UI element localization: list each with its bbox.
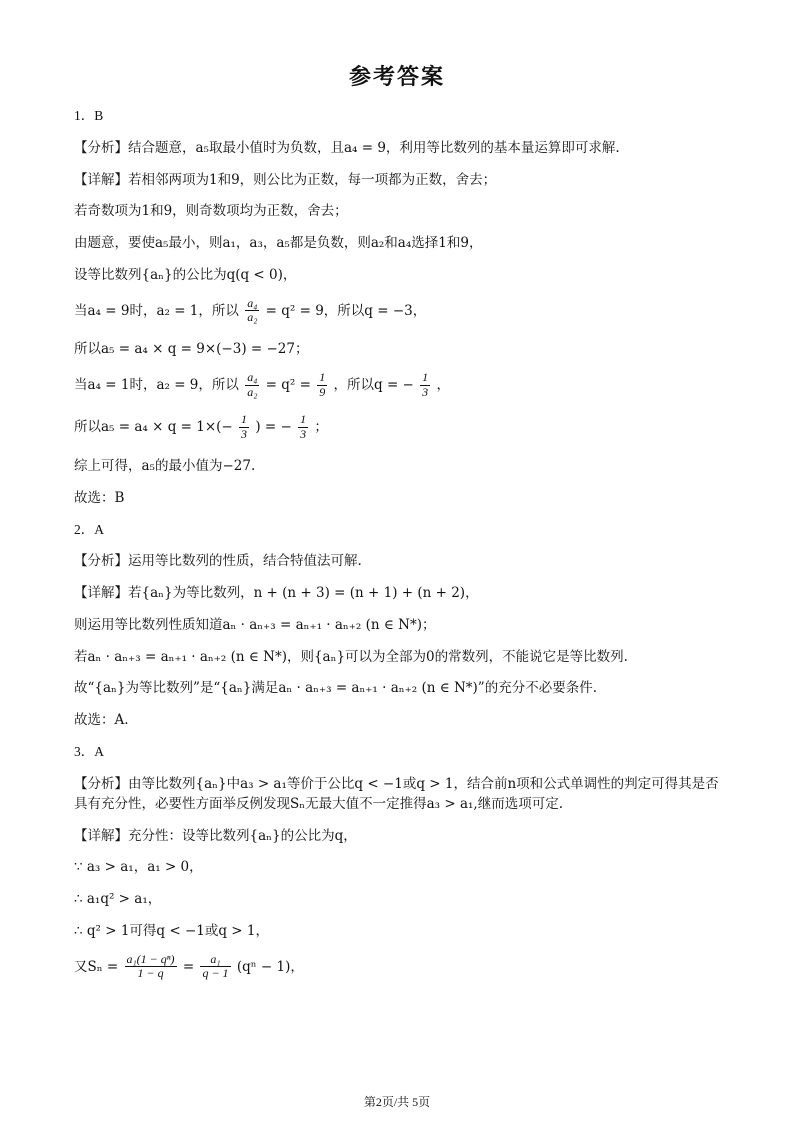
q1-line7-a: 当a₄ = 1时，a₂ = 9，所以 [74,376,239,393]
frac-numerator: 1 [241,412,248,427]
q1-line5-b: = q² = 9，所以q = −3， [265,302,427,319]
q3-line5-a: 又Sₙ = [74,958,119,975]
q2-line4: 故“{aₙ}为等比数列”是“{aₙ}满足aₙ · aₙ₊₃ = aₙ₊₁ · aₙ₊₂ (n ∈ N*)”的充分不必要条件. [74,680,597,697]
q1-detail [74,170,724,190]
q3-analysis-text: 由等比数列{aₙ}中a₃ > a₁等价于公比q < −1或q > 1，结合前n项和公式单调性的判定可得其是否具有充分性，必要性方面举反例发现Sₙ无最大值不一定推得a₃ > a₁,继而选项可定. [74,775,719,812]
frac-denominator: 3 [241,427,248,442]
q1-fraction-a4-a2-b [245,371,259,400]
q1-line5-a: 当a₄ = 9时，a₂ = 1，所以 [74,302,239,319]
q3-line4: ∴ q² > 1可得q < −1或q > 1， [74,922,269,939]
frac-numerator: a₄ [247,295,258,310]
q1-analysis [74,138,724,158]
frac-numerator: a₁ [200,953,230,968]
q1-fraction-a4-a2 [245,297,259,326]
q2-detail-text: 若{aₙ}为等比数列，n + (n + 3) = (n + 1) + (n + 2)， [128,585,479,602]
q3-fraction-a1-over-q-minus-1 [200,953,230,982]
q1-fraction-one-third-b [239,413,249,442]
frac-denominator: 1 − q [137,966,164,981]
q1-line5 [74,297,724,326]
q2-analysis-text: 运用等比数列的性质，结合特值法可解. [128,553,362,570]
q2-line3: 若aₙ · aₙ₊₃ = aₙ₊₁ · aₙ₊₂ (n ∈ N*)，则{aₙ}可以为全部为0的常数列，不能说它是等比数列. [74,648,628,665]
frac-numerator: a₁(1 − qⁿ) [126,951,175,966]
q1-analysis-tag: 【分析】 [74,139,128,156]
answer-content [74,106,724,995]
q3-line3: ∴ a₁q² > a₁， [74,891,162,908]
q3-detail [74,826,724,846]
q1-line8-c: ； [314,419,328,436]
q1-detail-tag: 【详解】 [74,171,128,188]
q1-line4: 设等比数列{aₙ}的公比为q(q < 0)， [74,266,297,283]
q2-analysis-tag: 【分析】 [74,553,128,570]
frac-denominator: a₂ [247,310,258,325]
q1-line7-b: = q² = [265,376,311,393]
q1-line8-b: ) = − [255,419,292,436]
page-title: 参考答案 [348,65,445,90]
q1-fraction-one-ninth [317,371,327,400]
q1-choice: 故选：B [74,489,125,506]
q1-line3: 由题意，要使a₅最小，则a₁，a₃，a₅都是负数，则a₂和a₄选择1和9， [74,235,483,251]
q1-line7-c: ，所以q = − [333,376,414,393]
q1-analysis-text: 结合题意，a₅取最小值时为负数，且a₄ = 9，利用等比数列的基本量运算即可求解. [128,139,620,156]
q2-number: 2．A [74,521,104,537]
frac-denominator: 3 [422,384,429,399]
q3-fraction-sn [125,953,177,982]
frac-denominator: 3 [300,427,307,442]
frac-numerator: 1 [300,412,307,427]
q3-analysis-tag: 【分析】 [74,775,128,792]
q3-analysis [74,774,724,815]
q2-detail [74,583,724,603]
frac-denominator: q − 1 [202,966,229,981]
q1-fraction-one-third [420,371,430,400]
q3-detail-text: 充分性：设等比数列{aₙ}的公比为q， [128,827,357,844]
q3-line5-b: = [182,958,195,975]
q2-line2: 则运用等比数列性质知道aₙ · aₙ₊₃ = aₙ₊₁ · aₙ₊₂ (n ∈ N*)； [74,616,436,633]
page-footer: 第2页/共 5页 [363,1095,431,1109]
q1-line8-a: 所以a₅ = a₄ × q = 1×(− [74,419,233,436]
frac-numerator: a₄ [247,369,258,384]
q2-analysis [74,551,724,571]
q3-number: 3．A [74,743,104,759]
q1-line7-d: ， [436,376,450,393]
q3-line2: ∵ a₃ > a₁，a₁ > 0， [74,859,203,876]
q3-line5-c: (qⁿ − 1)， [236,958,304,975]
frac-denominator: a₂ [247,384,258,399]
q1-line8 [74,413,724,442]
q3-line5 [74,953,724,982]
q3-detail-tag: 【详解】 [74,827,128,844]
q1-number: 1．B [74,108,104,123]
q1-line2: 若奇数项为1和9，则奇数项均为正数，舍去； [74,203,348,220]
q1-line6: 所以a₅ = a₄ × q = 9×(−3) = −27； [74,341,309,358]
q1-detail-text: 若相邻两项为1和9，则公比为正数，每一项都为正数，舍去； [128,171,497,188]
frac-numerator: 1 [422,369,429,384]
q1-fraction-one-third-c [298,413,308,442]
q1-line9: 综上可得，a₅的最小值为−27. [74,458,256,475]
frac-denominator: 9 [319,384,326,399]
q2-detail-tag: 【详解】 [74,585,128,602]
q1-line7 [74,371,724,400]
q2-choice: 故选：A. [74,712,129,729]
frac-numerator: 1 [319,369,326,384]
